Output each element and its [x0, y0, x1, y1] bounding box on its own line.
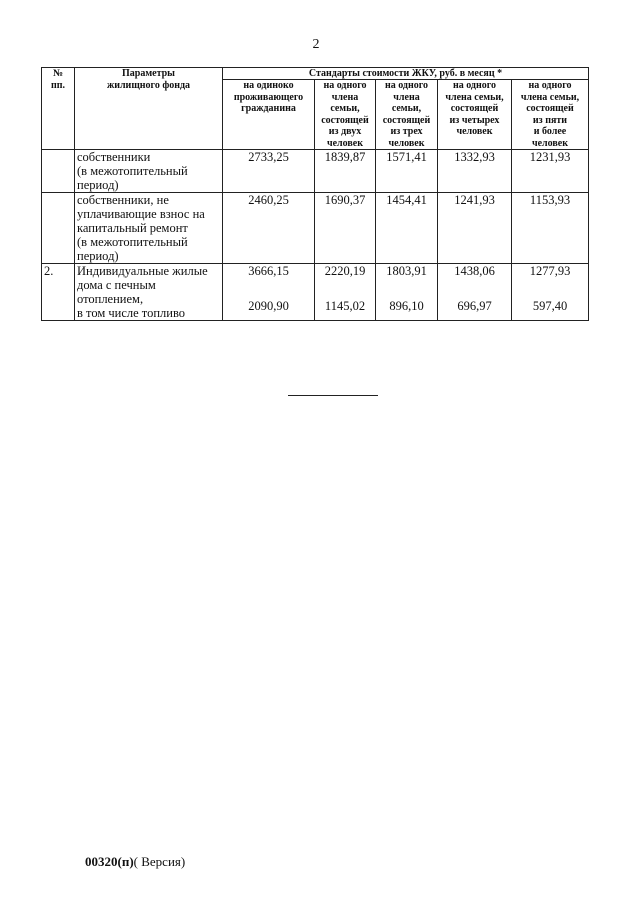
- row-parameter: [75, 150, 223, 193]
- fuel-value: 896,10: [389, 299, 424, 313]
- header-line: из трех: [390, 126, 423, 137]
- total-value: 1277,93: [529, 264, 571, 278]
- header-line: члена: [393, 91, 420, 103]
- value-cell: 1571,41: [376, 150, 438, 193]
- header-number: [42, 68, 75, 150]
- header-line: из четырех: [449, 114, 500, 126]
- header-single: [223, 80, 315, 150]
- param-line: дома с печным: [77, 278, 156, 292]
- document-version: ( Версия): [133, 854, 186, 869]
- param-line: период): [77, 178, 119, 192]
- document-code: 00320(п): [85, 854, 134, 869]
- header-line: человек: [388, 137, 425, 149]
- header-line: члена семьи,: [520, 91, 580, 103]
- header-family-four: [438, 80, 512, 150]
- param-line: собственники: [77, 150, 151, 164]
- value-cell: 1153,93: [512, 193, 589, 264]
- param-line: отоплением,: [77, 292, 144, 306]
- value-cell: 1690,37: [315, 193, 376, 264]
- header-family-three: [376, 80, 438, 150]
- total-value: 1803,91: [386, 264, 427, 278]
- param-line: собственники, не: [77, 193, 169, 207]
- fuel-value: 1145,02: [324, 299, 366, 313]
- header-line: человек: [456, 126, 493, 137]
- table-row: [42, 193, 589, 264]
- row-parameter: [75, 264, 223, 321]
- value-cell: 2733,25: [223, 150, 315, 193]
- document-footer: [85, 854, 185, 870]
- header-line: человек: [531, 137, 569, 149]
- total-value: 3666,15: [248, 264, 289, 278]
- header-line: семьи,: [330, 103, 360, 114]
- header-line: члена семьи,: [445, 91, 504, 103]
- value-cell: [315, 264, 376, 321]
- header-line: на одиноко: [243, 80, 294, 91]
- header-line: состоящей: [321, 114, 369, 126]
- row-parameter: [75, 193, 223, 264]
- param-line: период): [77, 249, 119, 263]
- header-line: на одного: [528, 80, 572, 91]
- header-number-line: пп.: [50, 79, 66, 91]
- fuel-value: 696,97: [457, 299, 492, 313]
- total-value: 2220,19: [324, 264, 366, 278]
- value-cell: 1839,87: [315, 150, 376, 193]
- table-row: [42, 150, 589, 193]
- header-line: на одного: [384, 80, 429, 91]
- fuel-value: 2090,90: [248, 299, 289, 313]
- header-parameters-line: Параметры: [122, 68, 175, 79]
- header-line: и более: [533, 126, 567, 137]
- table-row: [42, 264, 589, 321]
- header-family-two: [315, 80, 376, 150]
- value-cell: 1332,93: [438, 150, 512, 193]
- row-number: [42, 150, 75, 193]
- total-value: 1438,06: [454, 264, 495, 278]
- header-line: из пяти: [532, 114, 568, 126]
- header-line: состоящей: [526, 103, 574, 114]
- param-line: в том числе топливо: [77, 306, 186, 320]
- value-cell: [512, 264, 589, 321]
- param-line: Индивидуальные жилые: [77, 264, 208, 278]
- housing-standards-table: [41, 67, 589, 321]
- header-line: состоящей: [450, 103, 499, 114]
- value-cell: 1231,93: [512, 150, 589, 193]
- value-cell: 1241,93: [438, 193, 512, 264]
- fuel-value: 597,40: [532, 299, 568, 313]
- row-number: [42, 193, 75, 264]
- header-family-five-plus: [512, 80, 589, 150]
- value-cell: [438, 264, 512, 321]
- header-number-line: №: [52, 68, 64, 79]
- header-line: на одного: [323, 80, 367, 91]
- header-group-title: Стандарты стоимости ЖКУ, руб. в месяц *: [223, 68, 589, 80]
- header-line: состоящей: [382, 114, 431, 126]
- header-line: из двух: [328, 126, 362, 137]
- row-number: 2.: [42, 264, 75, 321]
- param-line: уплачивающие взнос на: [77, 207, 205, 221]
- header-line: на одного: [452, 80, 497, 91]
- value-cell: [223, 264, 315, 321]
- param-line: (в межотопительный: [77, 164, 188, 178]
- value-cell: 2460,25: [223, 193, 315, 264]
- value-cell: [376, 264, 438, 321]
- header-line: гражданина: [241, 103, 296, 114]
- divider-line: [288, 395, 378, 396]
- param-line: (в межотопительный: [77, 235, 188, 249]
- header-line: проживающего: [233, 91, 304, 103]
- header-line: члена: [331, 91, 359, 103]
- value-cell: 1454,41: [376, 193, 438, 264]
- header-line: семьи,: [391, 103, 422, 114]
- header-parameters-line: жилищного фонда: [106, 79, 191, 91]
- header-parameters: [75, 68, 223, 150]
- param-line: капитальный ремонт: [77, 221, 188, 235]
- header-line: человек: [326, 137, 364, 149]
- page-number: 2: [312, 37, 320, 52]
